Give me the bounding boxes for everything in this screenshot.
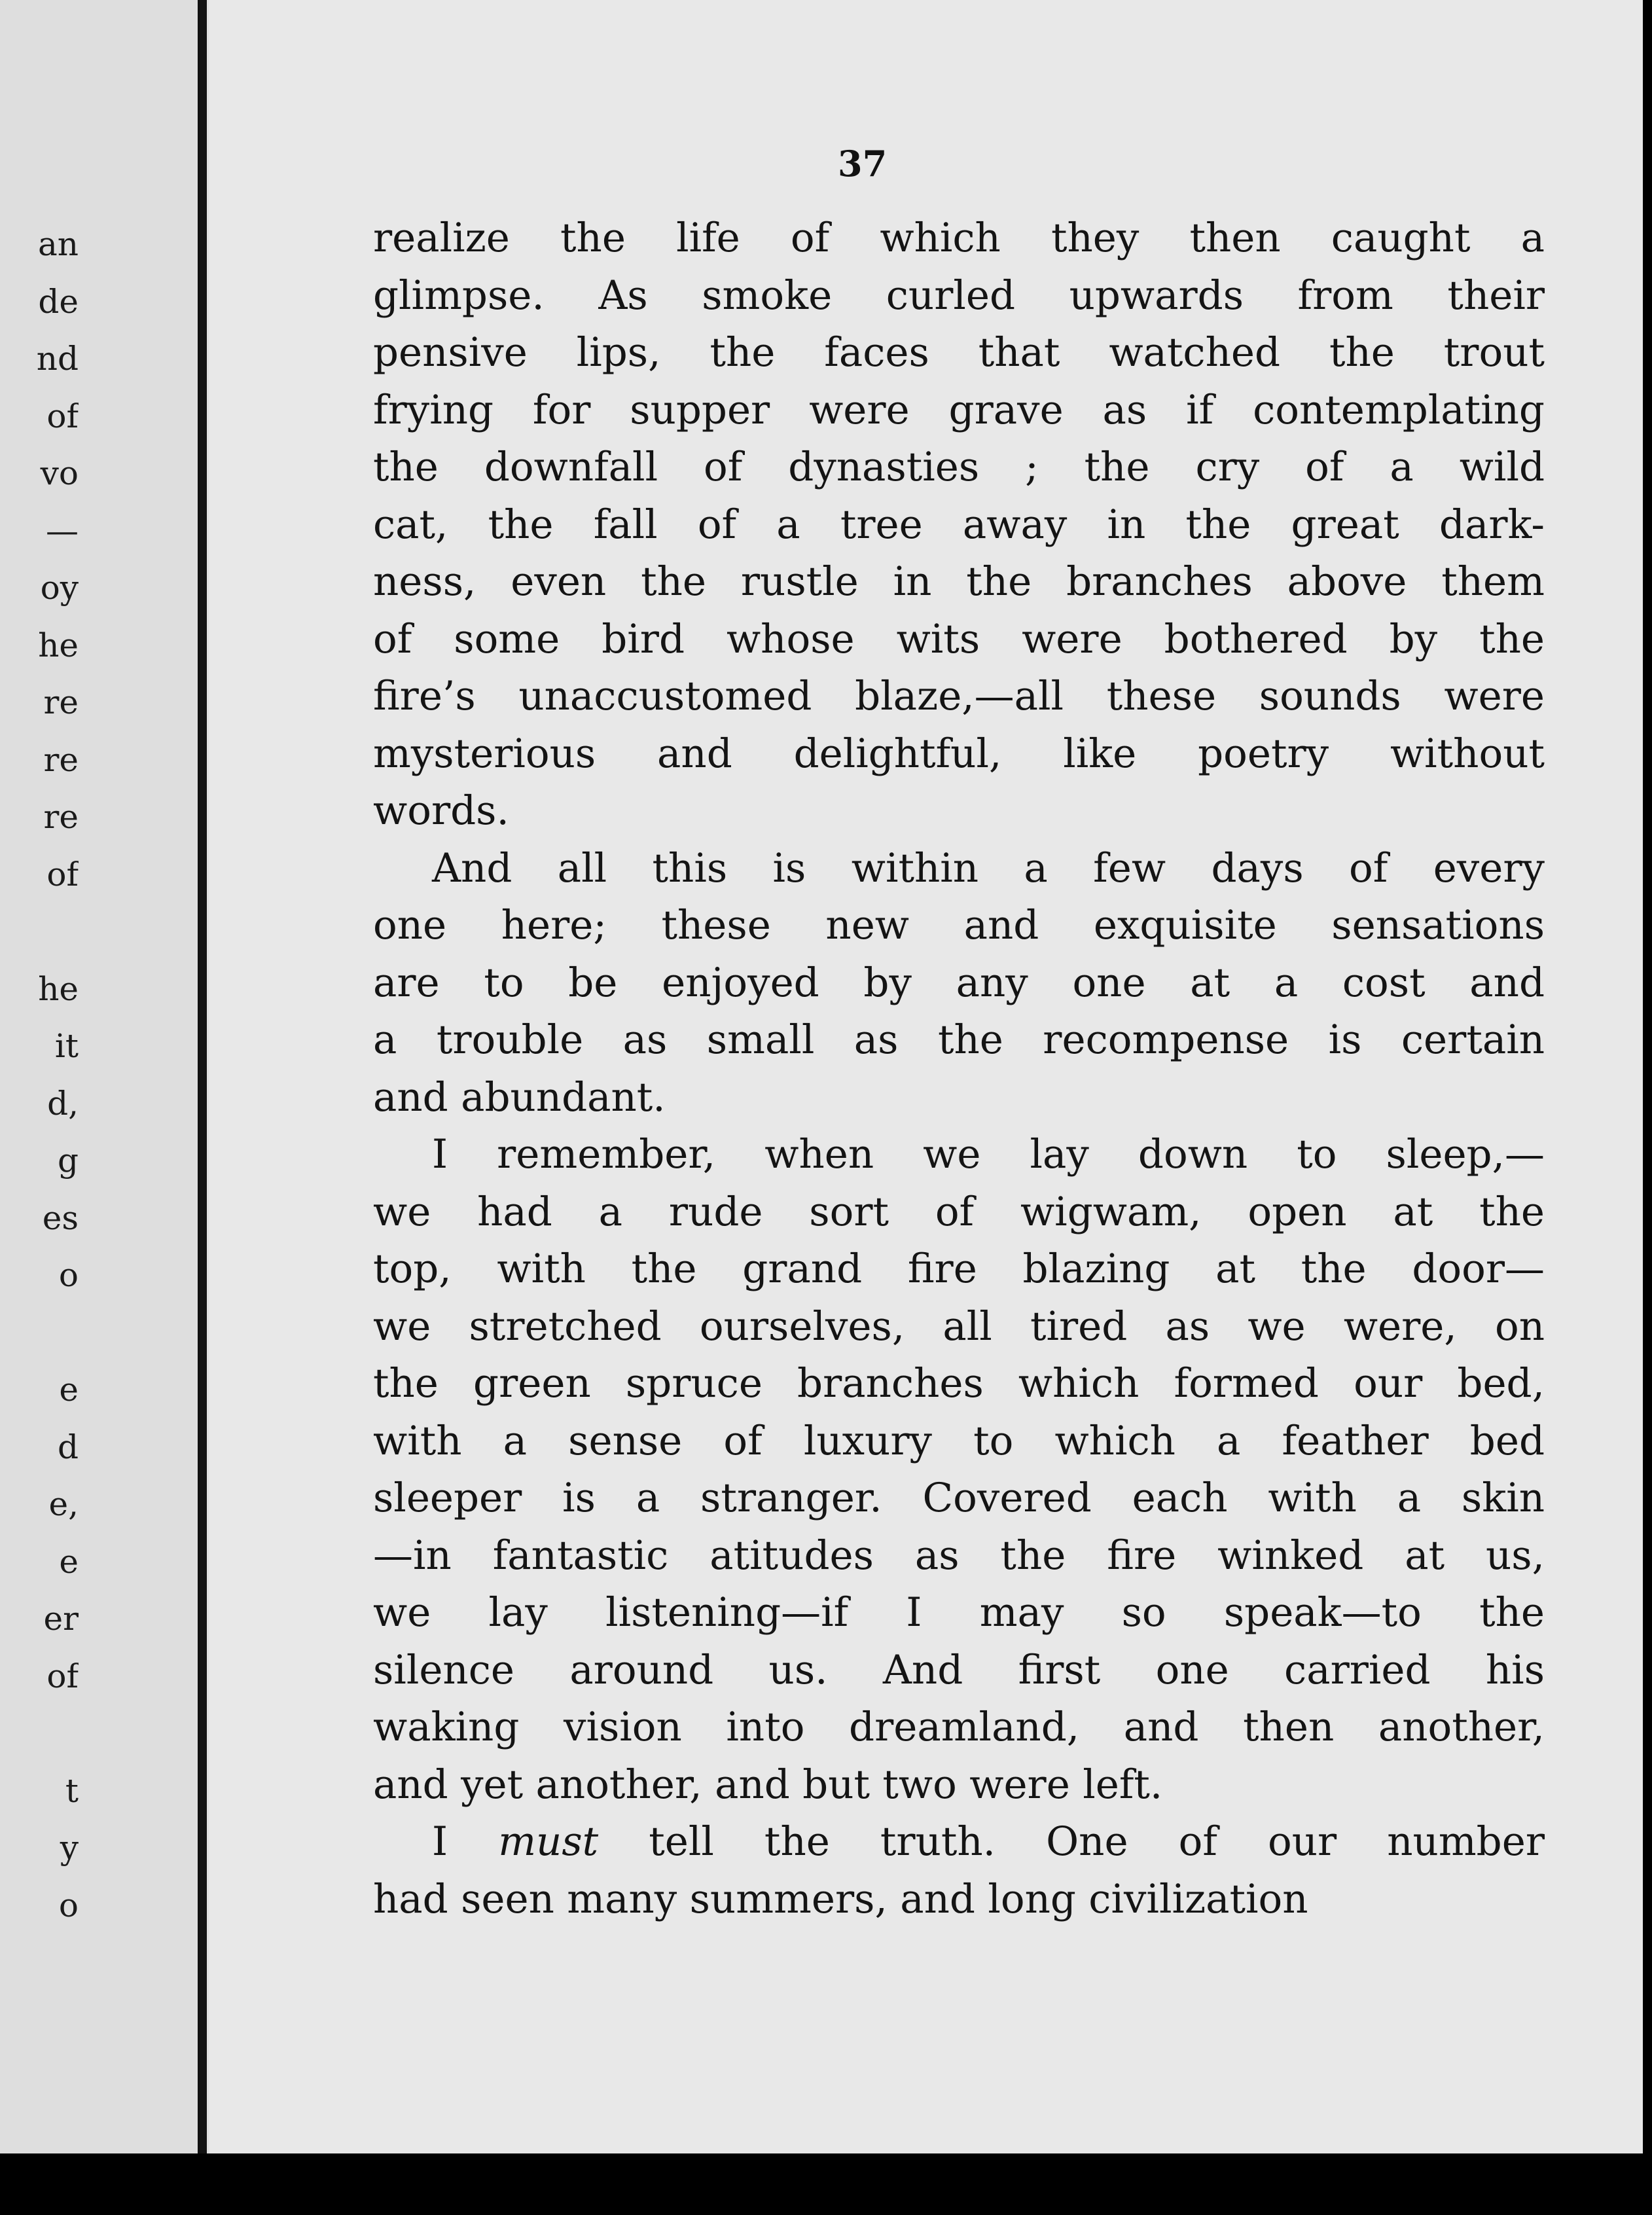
text-line: we had a rude sort of wigwam, open at the bbox=[373, 1188, 1545, 1235]
page-number: 37 bbox=[838, 143, 888, 185]
adjacent-page-fragment: t bbox=[65, 1771, 79, 1810]
text-line: ness, even the rustle in the branches above them bbox=[373, 558, 1545, 605]
paragraph bbox=[373, 209, 1545, 840]
adjacent-page-fragment: de bbox=[38, 282, 79, 321]
adjacent-page-fragment: an bbox=[37, 225, 79, 263]
paragraph bbox=[373, 1813, 1545, 1928]
text-line: mysterious and delightful, like poetry without bbox=[373, 730, 1545, 777]
adjacent-page-fragment bbox=[0, 903, 79, 961]
text-line: and yet another, and but two were left. bbox=[373, 1761, 1163, 1808]
text-line: waking vision into dreamland, and then another, bbox=[373, 1704, 1545, 1750]
adjacent-page-fragment: es bbox=[42, 1198, 79, 1237]
adjacent-page-fragment: it bbox=[54, 1027, 79, 1065]
adjacent-page-fragment: d bbox=[57, 1428, 79, 1466]
text-line: glimpse. As smoke curled upwards from their bbox=[373, 272, 1545, 319]
text-line: are to be enjoyed by any one at a cost and bbox=[373, 959, 1545, 1006]
text-run: had seen many summers, and long civilization bbox=[373, 1875, 1308, 1922]
adjacent-page-fragment: oy bbox=[40, 569, 79, 607]
italic-emphasis: must bbox=[498, 1818, 599, 1865]
adjacent-page-fragment: re bbox=[43, 740, 79, 779]
adjacent-page-fragment: e bbox=[59, 1371, 79, 1409]
adjacent-page-fragment: er bbox=[43, 1600, 79, 1638]
paragraph bbox=[373, 840, 1545, 1126]
text-line: silence around us. And first one carried his bbox=[373, 1646, 1545, 1693]
text-line: the green spruce branches which formed our bed, bbox=[373, 1360, 1545, 1407]
text-line: the downfall of dynasties ; the cry of a wild bbox=[373, 444, 1545, 490]
adjacent-page-text-fragments bbox=[0, 216, 79, 1934]
text-line: realize the life of which they then caught a bbox=[373, 215, 1545, 261]
text-line: —in fantastic atitudes as the fire winked at us, bbox=[373, 1532, 1545, 1579]
adjacent-page-fragment: o bbox=[58, 1886, 79, 1924]
adjacent-page-fragment: nd bbox=[36, 340, 79, 378]
adjacent-page-fragment: y bbox=[60, 1829, 79, 1867]
text-line: pensive lips, the faces that watched the trout bbox=[373, 329, 1545, 376]
text-line: top, with the grand fire blazing at the door— bbox=[373, 1246, 1545, 1292]
text-line: we stretched ourselves, all tired as we were, on bbox=[373, 1303, 1545, 1350]
text-line: cat, the fall of a tree away in the great dark- bbox=[373, 501, 1545, 548]
text-line: I remember, when we lay down to sleep,— bbox=[432, 1131, 1545, 1178]
adjacent-page-fragment: of bbox=[46, 855, 79, 893]
adjacent-page-fragment: — bbox=[46, 511, 79, 550]
adjacent-page-fragment bbox=[0, 1305, 79, 1362]
text-run: I bbox=[432, 1818, 499, 1865]
adjacent-page-fragment bbox=[0, 1705, 79, 1763]
text-line: with a sense of luxury to which a feather bed bbox=[373, 1417, 1545, 1464]
adjacent-page-fragment: he bbox=[38, 626, 79, 664]
text-line bbox=[373, 1871, 1545, 1928]
binding-gutter bbox=[198, 0, 207, 2160]
scan-border bbox=[0, 2153, 1652, 2215]
adjacent-page-fragment: re bbox=[43, 683, 79, 721]
text-line: we lay listening—if I may so speak—to the bbox=[373, 1589, 1545, 1636]
adjacent-page-fragment: d, bbox=[47, 1084, 79, 1123]
text-line: And all this is within a few days of every bbox=[432, 844, 1545, 891]
text-line: one here; these new and exquisite sensations bbox=[373, 902, 1545, 948]
adjacent-page-fragment: e, bbox=[48, 1485, 79, 1523]
adjacent-page-fragment: g bbox=[57, 1142, 79, 1180]
adjacent-page-fragment: of bbox=[46, 1657, 79, 1695]
adjacent-page-fragment: of bbox=[46, 397, 79, 435]
text-line: fire’s unaccustomed blaze,—all these sounds were bbox=[373, 673, 1545, 719]
adjacent-page-fragment: o bbox=[58, 1256, 79, 1294]
text-line: a trouble as small as the recompense is certain bbox=[373, 1017, 1545, 1063]
book-page bbox=[209, 0, 1643, 2153]
text-line bbox=[373, 1813, 1545, 1871]
adjacent-page-fragment: vo bbox=[40, 454, 79, 492]
text-line: and abundant. bbox=[373, 1073, 666, 1121]
adjacent-page-fragment: re bbox=[43, 798, 79, 836]
adjacent-page bbox=[0, 0, 209, 2215]
text-line: frying for supper were grave as if contemplating bbox=[373, 386, 1545, 433]
body-text bbox=[373, 209, 1545, 1928]
adjacent-page-fragment: e bbox=[59, 1542, 79, 1581]
paragraph bbox=[373, 1126, 1545, 1813]
text-run: tell the truth. One of our number bbox=[598, 1818, 1545, 1865]
text-line: of some bird whose wits were bothered by the bbox=[373, 615, 1545, 662]
adjacent-page-fragment: he bbox=[38, 969, 79, 1008]
text-line: sleeper is a stranger. Covered each with a skin bbox=[373, 1475, 1545, 1521]
text-line: words. bbox=[373, 787, 509, 834]
